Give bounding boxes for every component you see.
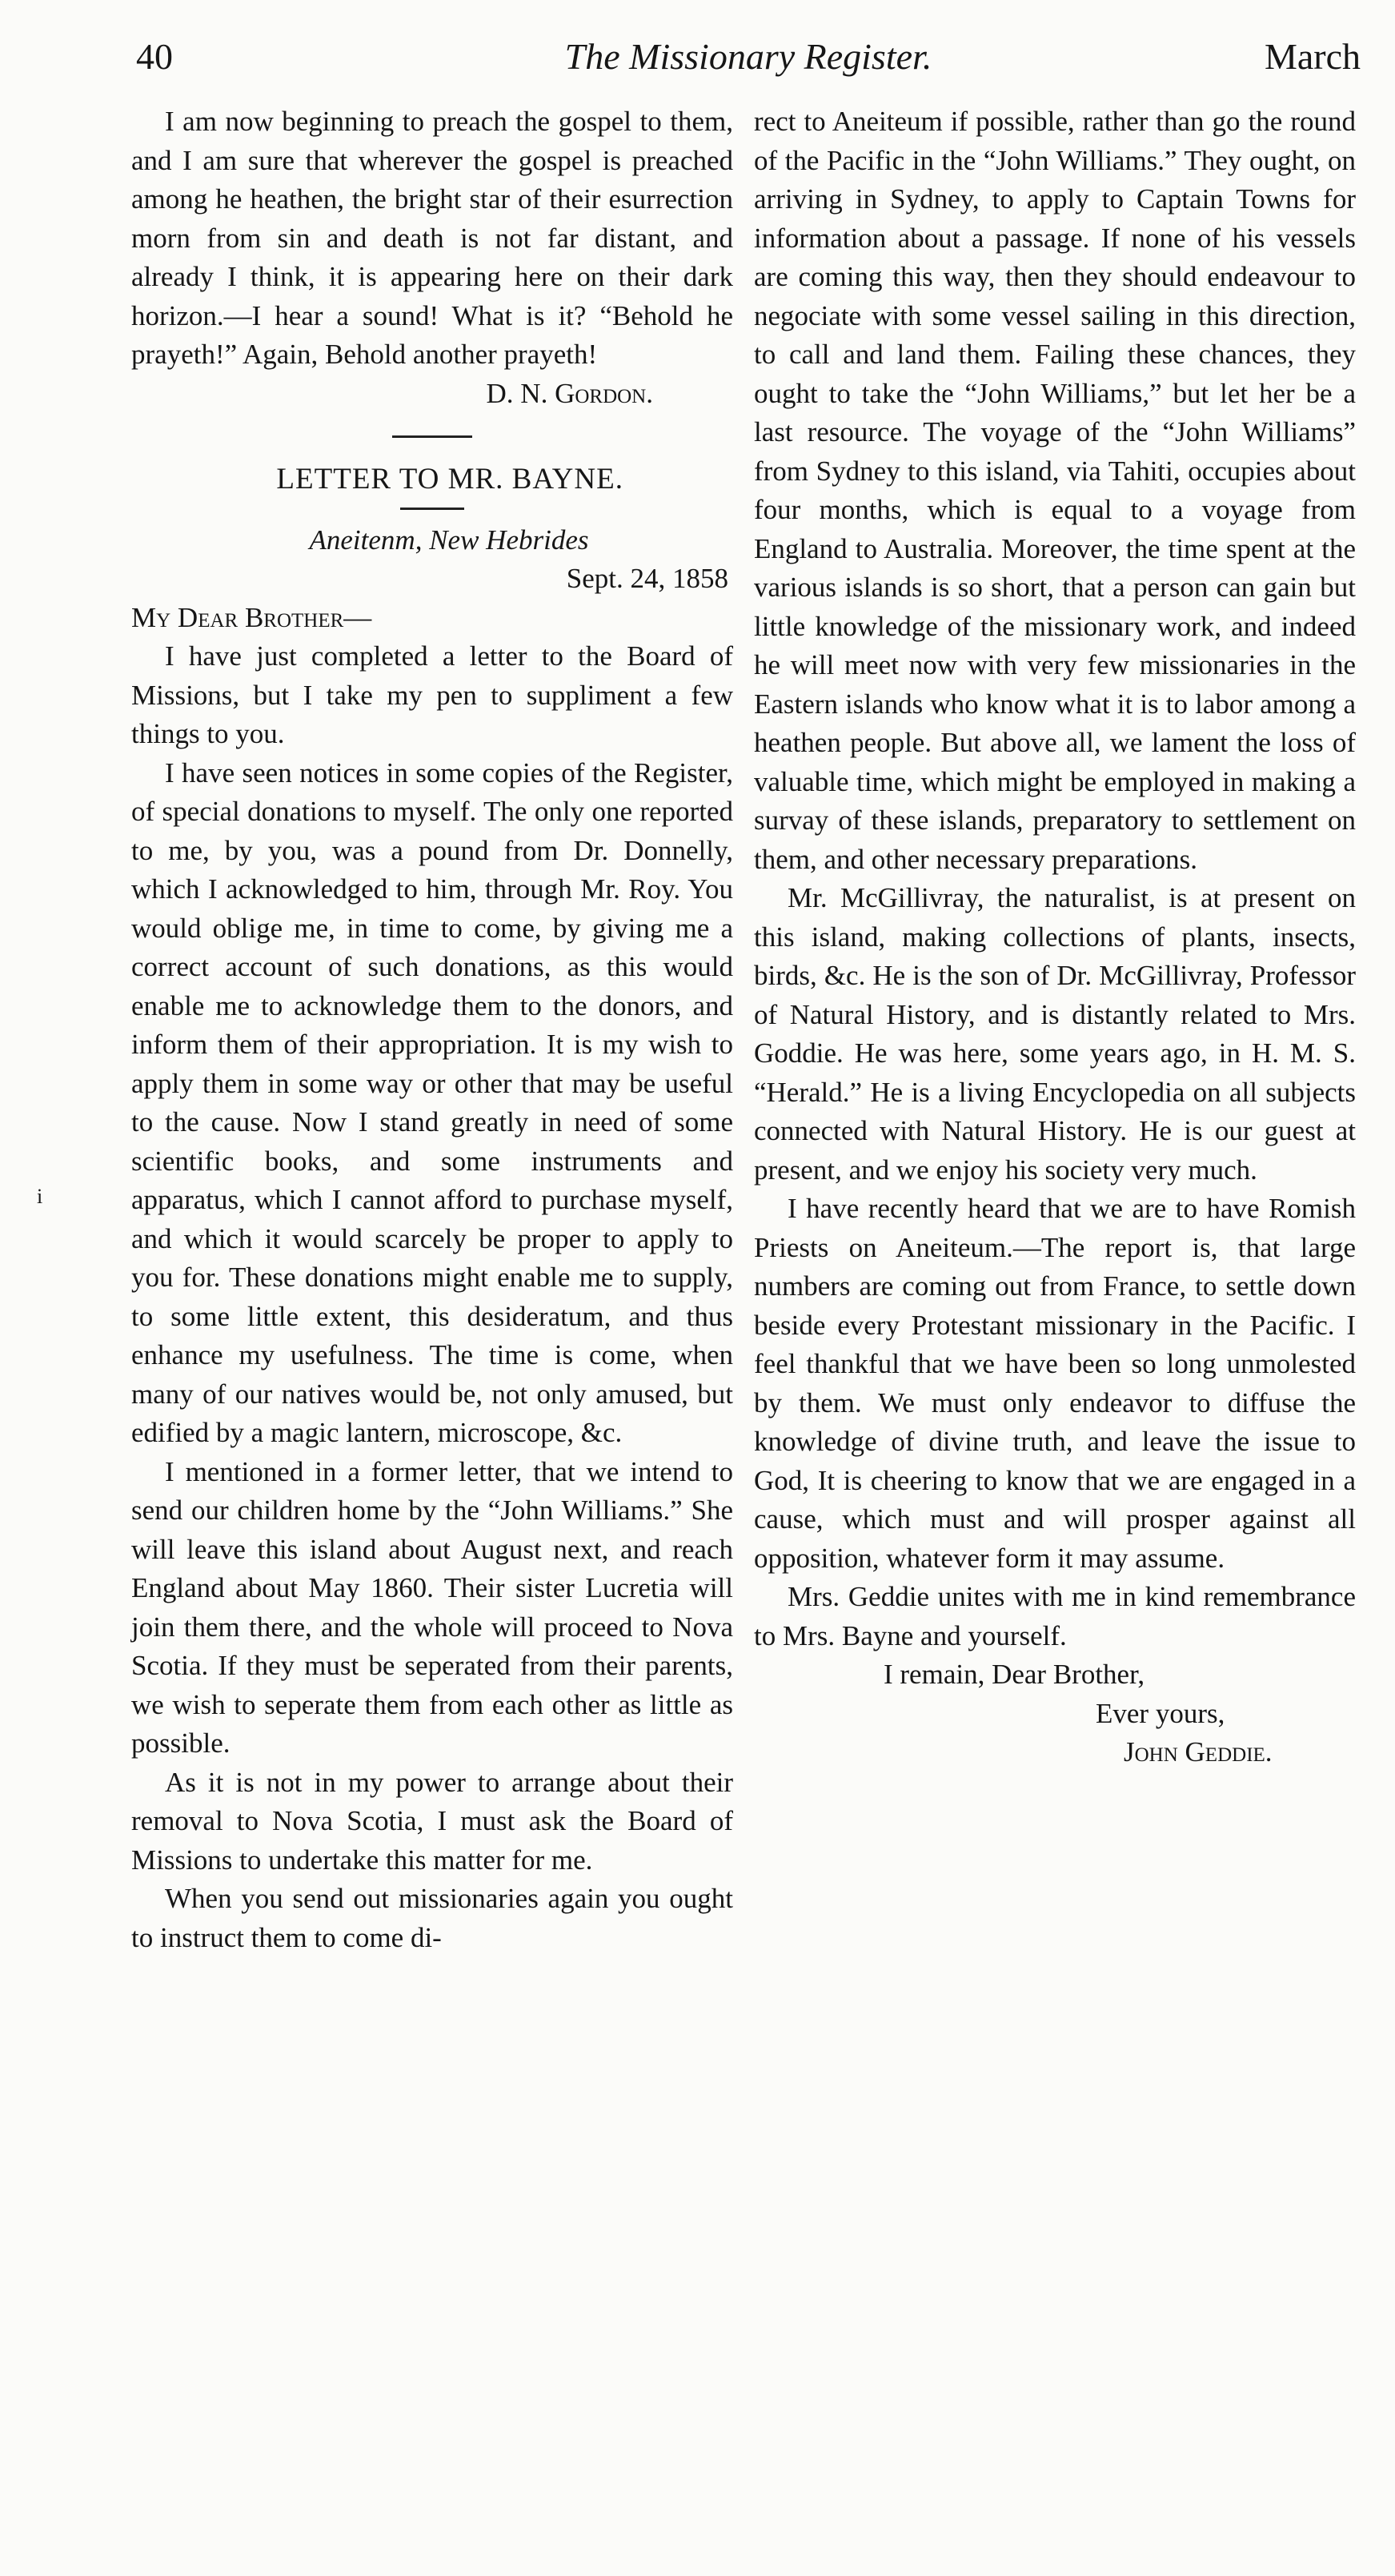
salutation: My Dear Brother— — [131, 601, 372, 633]
letter-date: Sept. 24, 1858 — [566, 563, 728, 594]
left-column — [131, 102, 733, 1957]
running-header — [136, 29, 1361, 85]
body-paragraph: As it is not in my power to arrange about their removal to Nova Scotia, I must ask the Board of Missions to undertake this matter for me. — [131, 1766, 733, 1876]
margin-mark: i — [37, 1185, 43, 1208]
letter-place: Aneitenm, New Hebrides — [309, 524, 589, 556]
section-divider — [392, 435, 472, 438]
running-title: The Missionary Register. — [564, 36, 932, 77]
body-paragraph: I have just completed a letter to the Board of Missions, but I take my pen to suppliment a few things to you. — [131, 640, 733, 749]
body-paragraph: Mrs. Geddie unites with me in kind remembrance to Mrs. Bayne and yourself. — [754, 1581, 1356, 1651]
gordon-signature: D. N. Gordon. — [486, 377, 653, 409]
body-paragraph: I mentioned in a former letter, that we intend to send our children home by the “John Williams.” She will leave this island about August next, and reach England about May 1860. Their sister Lucretia will join them there, and the whole will proceed to Nova Scotia. If they must be seperated from their parents, we wish to seperate them from each other as little as possible. — [131, 1455, 733, 1759]
heading-divider — [400, 508, 464, 510]
issue-month: March — [1264, 36, 1361, 77]
body-paragraph: Mr. McGillivray, the naturalist, is at present on this island, making collections of plants, insects, birds, &c. He is the son of Dr. McGillivray, Professor of Natural History, and is distantly related to Mrs. Goddie. He was here, some years ago, in H. M. S. “Herald.” He is a living Encyclopedia on all subjects connected with Natural History. He is our guest at present, and we enjoy his society very much. — [754, 882, 1356, 1186]
page-number: 40 — [136, 36, 173, 77]
right-column — [754, 102, 1356, 1772]
body-paragraph: When you send out missionaries again you ought to instruct them to come di- — [131, 1883, 733, 1953]
letter-heading: LETTER TO MR. BAYNE. — [276, 463, 623, 496]
closing-line: Ever yours, — [1096, 1697, 1225, 1729]
gordon-letter-closing-paragraph: I am now beginning to preach the gospel to them, and I am sure that wherever the gospel is preached among he heathen, the bright star of their esurrection morn from sin and death is not far distant, and already I think, it is appearing here on their dark horizon.—I hear a sound! What is it? “Behold he prayeth!” Again, Behold another prayeth! — [131, 106, 733, 370]
geddie-signature: John Geddie. — [1124, 1736, 1273, 1767]
body-paragraph: rect to Aneiteum if possible, rather than go the round of the Pacific in the “John Williams.” They ought, on arriving in Sydney, to apply to Captain Towns for information about a passage. If none of his vessels are coming this way, then they should endeavour to negociate with some vessel sailing in this direction, to call and land them. Failing these chances, they ought to take the “John Williams,” but let her be a last resource. The voyage of the “John Williams” from Sydney to this island, via Tahiti, occupies about four months, which is equal to a voyage from England to Australia. Moreover, the time spent at the various islands is so short, that a person can gain but little knowledge of the missionary work, and indeed he will meet now with very few missionaries in the Eastern islands who know what it is to labor among a heathen people. But above all, we lament the loss of valuable time, which might be employed in making a survay of these islands, preparatory to settlement on them, and other necessary preparations. — [754, 106, 1356, 875]
body-paragraph: I have seen notices in some copies of the Register, of special donations to myself. The only one reported to me, by you, was a pound from Dr. Donnelly, which I acknowledged to him, through Mr. Roy. You would oblige me, in time to come, by giving me a correct account of such donations, as this would enable me to acknowledge them to the donors, and inform them of their appropriation. It is my wish to apply them in some way or other that may be useful to the cause. Now I stand greatly in need of some scientific books, and some instruments and apparatus, which I cannot afford to purchase myself, and which it would scarcely be proper to apply to you for. These donations might enable me to supply, to some little extent, this desideratum, and thus enhance my usefulness. The time is come, when many of our natives would be, not only amused, but edified by a magic lantern, microscope, &c. — [131, 756, 733, 1448]
closing-line: I remain, Dear Brother, — [884, 1659, 1145, 1690]
body-paragraph: I have recently heard that we are to have Romish Priests on Aneiteum.—The report is, that large numbers are coming out from France, to settle down beside every Protestant missionary in the Pacific. I feel thankful that we have been so long unmolested by them. We must only endeavor to diffuse the knowledge of divine truth, and leave the issue to God, It is cheering to know that we are engaged in a cause, which must and will prosper against all opposition, whatever form it may assume. — [754, 1193, 1356, 1574]
